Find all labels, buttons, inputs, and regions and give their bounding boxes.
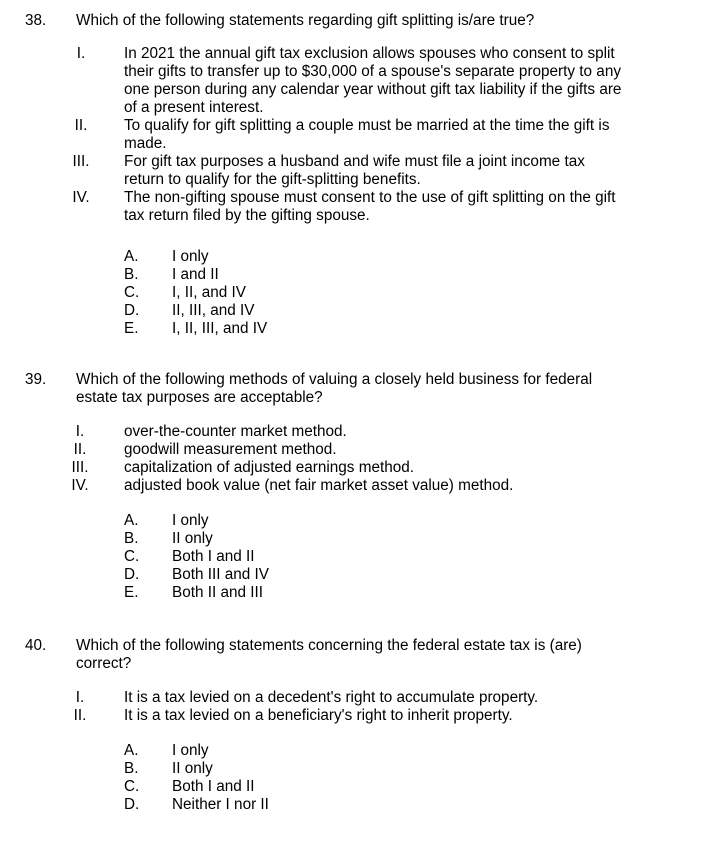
answer-choice-c[interactable] (0, 284, 714, 302)
answer-choice-b[interactable] (0, 760, 714, 778)
question-38 (0, 12, 714, 342)
choice-letter: C. (124, 778, 140, 796)
statement-number: IV. (72, 189, 90, 206)
answer-choice-e[interactable] (0, 320, 714, 338)
statement (0, 707, 714, 725)
statement-number: II. (73, 707, 87, 724)
answer-choice-a[interactable] (0, 512, 714, 530)
choice-letter: E. (124, 584, 139, 602)
answer-choice-b[interactable] (0, 530, 714, 548)
answer-choice-d[interactable] (0, 796, 714, 814)
statement-list (0, 689, 714, 725)
statement-number: IV. (71, 477, 89, 494)
statement (0, 441, 714, 459)
choice-text: Both I and II (172, 548, 255, 566)
answer-choice-e[interactable] (0, 584, 714, 602)
answer-choices (0, 742, 714, 814)
statement-number: II. (74, 117, 88, 134)
question-text: Which of the following statements concerning the federal estate tax is (are) correct? (76, 637, 582, 672)
statement (0, 45, 714, 117)
choice-letter: B. (124, 266, 139, 284)
choice-text: Both I and II (172, 778, 255, 796)
choice-text: I, II, and IV (172, 284, 246, 302)
answer-choice-c[interactable] (0, 778, 714, 796)
statement (0, 477, 714, 495)
statement-list (0, 45, 714, 225)
choice-text: II only (172, 530, 213, 548)
question-text: Which of the following methods of valuing a closely held business for federal estate tax purposes are acceptable? (76, 371, 593, 406)
choice-letter: B. (124, 760, 139, 778)
statement-number: I. (76, 45, 86, 62)
question-number: 40. (25, 637, 47, 654)
statement (0, 117, 714, 153)
choice-letter: D. (124, 566, 140, 584)
statement-number: III. (71, 459, 89, 476)
question-number: 38. (25, 12, 47, 29)
statement-text: To qualify for gift splitting a couple must be married at the time the gift is made. (124, 117, 610, 152)
choice-text: Both III and IV (172, 566, 269, 584)
choice-letter: C. (124, 284, 140, 302)
choice-letter: C. (124, 548, 140, 566)
statement-text: over-the-counter market method. (124, 423, 347, 440)
statement-list (0, 423, 714, 495)
choice-text: Neither I nor II (172, 796, 269, 814)
choice-text: Both II and III (172, 584, 263, 602)
choice-text: II, III, and IV (172, 302, 255, 320)
statement-text: It is a tax levied on a beneficiary's right to inherit property. (124, 707, 513, 724)
choice-text: I and II (172, 266, 219, 284)
answer-choice-b[interactable] (0, 266, 714, 284)
choice-text: I only (172, 512, 209, 529)
statement-text: The non-gifting spouse must consent to the use of gift splitting on the gift tax return filed by the gifting spouse. (124, 189, 616, 224)
question-text: Which of the following statements regarding gift splitting is/are true? (76, 12, 535, 29)
statement-number: II. (73, 441, 87, 458)
choice-letter: E. (124, 320, 139, 338)
statement-number: I. (75, 423, 85, 440)
answer-choices (0, 512, 714, 602)
choice-letter: A. (124, 742, 139, 759)
statement (0, 189, 714, 225)
statement (0, 423, 714, 441)
question-number: 39. (25, 371, 47, 388)
statement-text: goodwill measurement method. (124, 441, 337, 458)
choice-text: I, II, III, and IV (172, 320, 268, 338)
statement-text: capitalization of adjusted earnings method. (124, 459, 414, 476)
answer-choice-d[interactable] (0, 302, 714, 320)
answer-choice-a[interactable] (0, 742, 714, 760)
statement (0, 689, 714, 707)
statement (0, 153, 714, 189)
choice-text: I only (172, 742, 209, 759)
answer-choices (0, 248, 714, 338)
statement-number: I. (75, 689, 85, 706)
choice-letter: A. (124, 512, 139, 529)
answer-choice-c[interactable] (0, 548, 714, 566)
choice-letter: D. (124, 796, 140, 814)
statement-text: It is a tax levied on a decedent's right to accumulate property. (124, 689, 539, 706)
answer-choice-a[interactable] (0, 248, 714, 266)
question-39 (0, 371, 714, 611)
choice-letter: B. (124, 530, 139, 548)
statement-text: adjusted book value (net fair market asset value) method. (124, 477, 514, 494)
choice-text: I only (172, 248, 209, 265)
choice-letter: A. (124, 248, 139, 265)
choice-text: II only (172, 760, 213, 778)
statement-text: For gift tax purposes a husband and wife must file a joint income tax return to qualify for the gift-splitting benefits. (124, 153, 585, 188)
statement-number: III. (72, 153, 90, 170)
answer-choice-d[interactable] (0, 566, 714, 584)
statement (0, 459, 714, 477)
question-40 (0, 637, 714, 827)
statement-text: In 2021 the annual gift tax exclusion allows spouses who consent to split their gifts to transfer up to $30,000 of a spouse's separate property to any one person during any calendar year without gift tax liability if the gifts are of a present interest. (124, 45, 622, 116)
choice-letter: D. (124, 302, 140, 320)
